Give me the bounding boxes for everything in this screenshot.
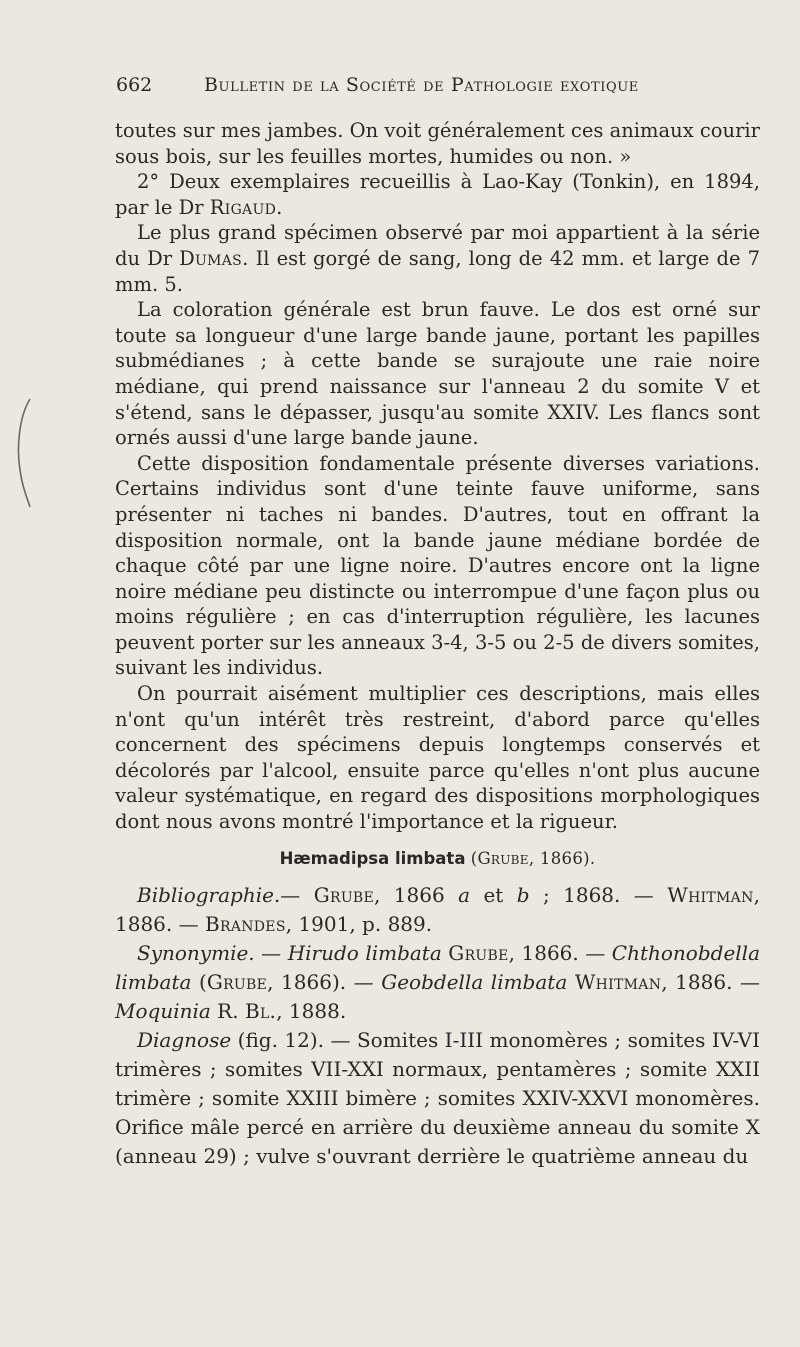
author-name: Grube bbox=[448, 940, 509, 965]
bibliography-paragraph bbox=[115, 881, 760, 939]
diagnosis-text: (fig. 12). — Somites I-III monomères ; somites IV-VI trimères ; somites VII-XXI normaux, pentamères ; somite XXII trimère ; somite XXIII bimère ; somites XXIV-XXVI monomères. Orifice mâle percé en arrière du deuxième anneau du somite X (anneau 29) ; vulve s'ouvrant derrière le quatrième anneau du bbox=[115, 1027, 760, 1168]
paragraph-text: Le plus grand spécimen observé par moi appartient à la série du Dr bbox=[115, 221, 760, 270]
bibliography-label: Bibliographie. bbox=[137, 882, 281, 907]
paragraph bbox=[115, 220, 760, 297]
author-name: Whitman bbox=[574, 969, 662, 994]
text-run: b bbox=[516, 882, 530, 907]
paragraph-text: 2° Deux exemplaires recueillis à Lao-Kay (Tonkin), en 1894, par le Dr bbox=[115, 170, 760, 219]
section-heading bbox=[115, 847, 760, 871]
page-header bbox=[116, 74, 756, 104]
paragraph: Cette disposition fondamentale présente diverses variations. Certains individus sont d'une teinte fauve uniforme, sans présenter ni taches ni bandes. D'autres, tout en offrant la disposition normale, ont la bande jaune médiane bordée de chaque côté par une ligne noire. D'autres encore ont la ligne noire médiane peu distincte ou interrompue d'une façon plus ou moins régulière ; en cas d'interruption régulière, les lacunes peuvent porter sur les anneaux 3-4, 3-5 ou 2-5 de divers somites, suivant les individus. bbox=[115, 451, 760, 680]
text-run: , 1866. — bbox=[508, 940, 612, 965]
section-title: Hæmadipsa limbata bbox=[279, 848, 466, 868]
text-run: , 1866). — bbox=[267, 969, 382, 994]
diagnosis-paragraph bbox=[115, 1026, 760, 1171]
text-run: — bbox=[280, 882, 314, 907]
text-run: — bbox=[254, 940, 288, 965]
margin-pencil-mark bbox=[4, 395, 34, 515]
paragraph: La coloration générale est brun fauve. Le dos est orné sur toute sa longueur d'une large bande jaune, portant les papilles submédianes ; à cette bande se surajoute une raie noire médiane, qui prend naissance sur l'anneau 2 du somite V et s'étend, sans le dépasser, jusqu'au somite XXIV. Les flancs sont ornés aussi d'une large bande jaune. bbox=[115, 298, 760, 450]
species-name: Chthonobdella limbata bbox=[115, 940, 761, 994]
text-run: ( bbox=[191, 969, 207, 994]
paragraph-text: Il est gorgé de sang, long de 42 mm. et large de 7 mm. 5. bbox=[115, 246, 760, 296]
synonymy-paragraph bbox=[115, 939, 760, 1026]
species-name: Moquinia bbox=[115, 998, 211, 1023]
diagnosis-label: Diagnose bbox=[137, 1027, 232, 1052]
paragraph: toutes sur mes jambes. On voit généralement ces animaux courir sous bois, sur les feuilles mortes, humides ou non. » bbox=[115, 119, 760, 168]
text-run: , 1886. — bbox=[115, 882, 761, 936]
section-author: (Grube, 1866). bbox=[470, 848, 596, 868]
article-body bbox=[115, 118, 760, 1171]
synonymy-label: Synonymie. bbox=[137, 940, 255, 965]
author-name: Grube bbox=[206, 969, 268, 994]
text-run bbox=[567, 970, 575, 994]
paragraph: On pourrait aisément multiplier ces descriptions, mais elles n'ont qu'un intérêt très restreint, d'abord parce qu'elles concernent des spécimens depuis longtemps conservés et décolorés par l'alcool, ensuite parce qu'elles n'ont plus aucune valeur systématique, en regard des dispositions morphologiques dont nous avons montré l'importance et la rigueur. bbox=[115, 682, 760, 834]
text-run: ; 1868. — bbox=[529, 882, 668, 907]
author-name: Grube bbox=[313, 882, 375, 907]
taxonomy-block bbox=[115, 881, 760, 1171]
species-name: Hirudo limbata bbox=[287, 940, 442, 965]
author-name: Dumas. bbox=[179, 246, 249, 270]
text-run: a bbox=[458, 882, 471, 907]
author-name: Bl. bbox=[244, 998, 277, 1023]
text-run: , 1888. bbox=[276, 998, 347, 1023]
running-title: Bulletin de la Société de Pathologie exotique bbox=[204, 74, 639, 96]
page-number: 662 bbox=[116, 74, 153, 96]
text-run: , 1886. — bbox=[661, 969, 760, 994]
paragraph bbox=[115, 169, 760, 220]
author-name: Rigaud. bbox=[209, 195, 283, 219]
author-name: Brandes bbox=[204, 911, 286, 936]
author-name: Whitman bbox=[667, 882, 754, 907]
text-run: R. bbox=[210, 998, 245, 1023]
text-run: , 1866 bbox=[374, 882, 459, 907]
text-run: , 1901, p. 889. bbox=[285, 911, 433, 936]
text-run: et bbox=[470, 882, 517, 907]
species-name: Geobdella limbata bbox=[381, 969, 568, 994]
